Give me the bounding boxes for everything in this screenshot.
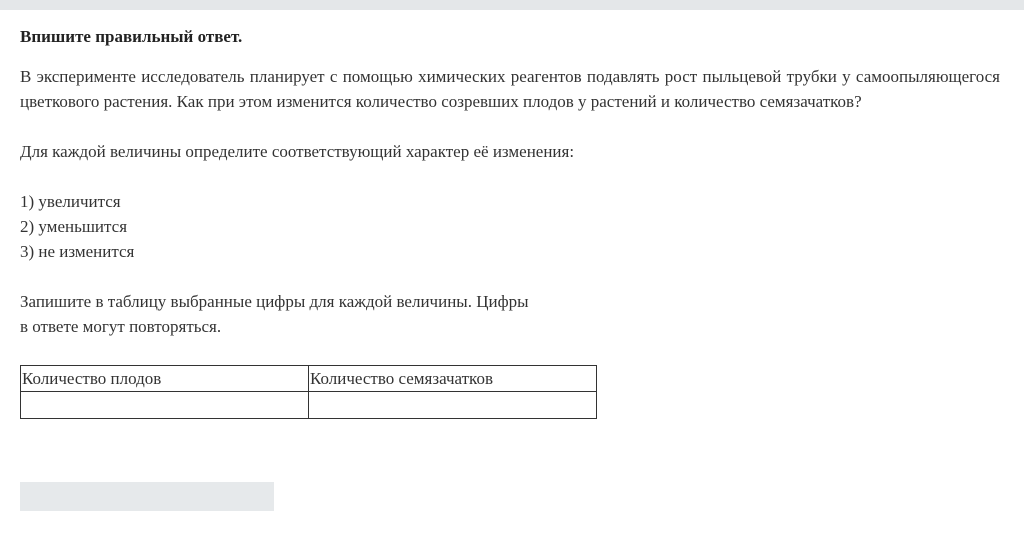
option-item: 2) уменьшится bbox=[20, 217, 128, 236]
answer-input-ovules[interactable] bbox=[309, 393, 596, 418]
task-instruction: Впишите правильный ответ. bbox=[20, 27, 243, 46]
option-item: 3) не изменится bbox=[20, 242, 135, 261]
submit-button[interactable] bbox=[20, 482, 274, 511]
option-item: 1) увеличится bbox=[20, 192, 121, 211]
answer-table-input-row bbox=[21, 392, 597, 419]
answer-input-fruits[interactable] bbox=[21, 393, 308, 418]
answer-cell-ovules[interactable] bbox=[309, 392, 597, 419]
task-question: В эксперименте исследователь планирует с помощью химических реагентов подавлять рост пыльцевой трубки у самоопыляющегося цветкового растения. Как при этом изменится количество созревших плодов у растений и количество семязачатков? bbox=[20, 67, 1000, 111]
task-content bbox=[20, 26, 1000, 419]
options-list bbox=[20, 189, 1000, 264]
answer-cell-fruits[interactable] bbox=[21, 392, 309, 419]
task-note-line2: в ответе могут повторяться. bbox=[20, 317, 222, 336]
answer-table bbox=[20, 365, 597, 419]
task-note-line1: Запишите в таблицу выбранные цифры для каждой величины. Цифры bbox=[20, 292, 529, 311]
answer-table-header-row bbox=[21, 366, 597, 392]
task-note bbox=[20, 289, 580, 339]
top-bar bbox=[0, 0, 1024, 10]
task-prompt: Для каждой величины определите соответствующий характер её изменения: bbox=[20, 142, 575, 161]
header-fruits: Количество плодов bbox=[21, 366, 309, 392]
header-ovules: Количество семязачатков bbox=[309, 366, 597, 392]
